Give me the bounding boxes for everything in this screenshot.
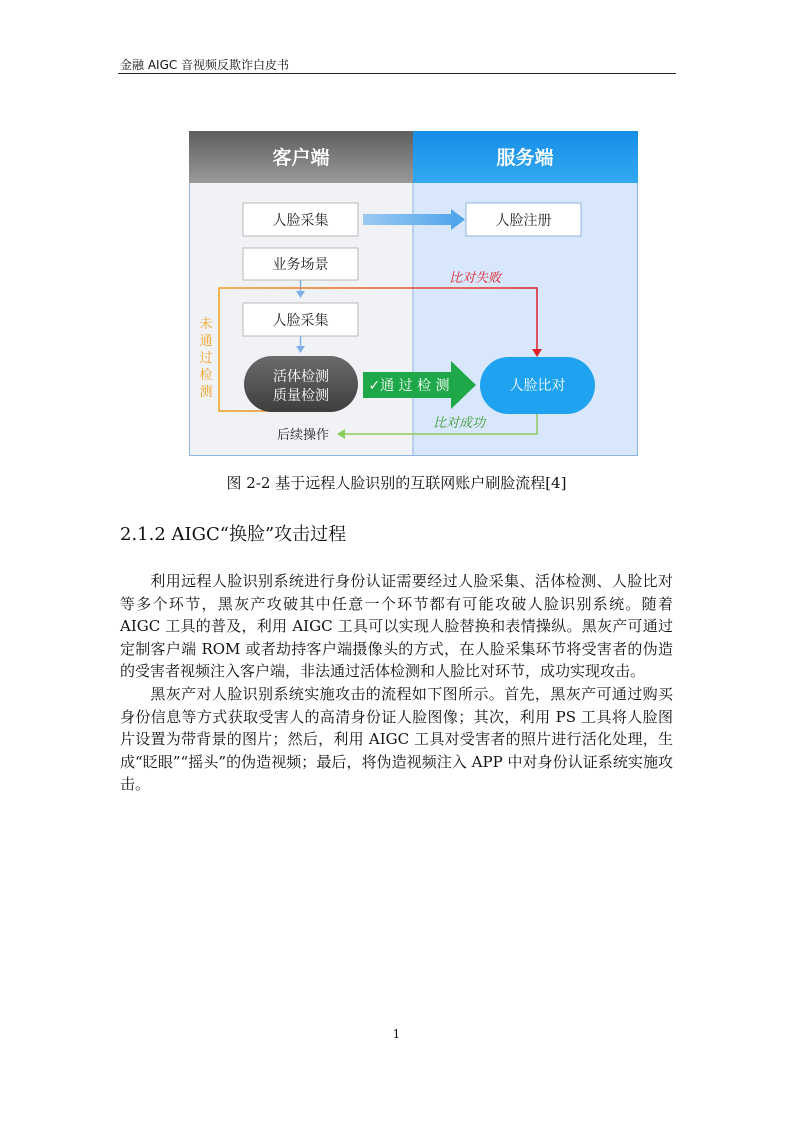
compare-fail-label: 比对失败 [448, 271, 502, 286]
client-header: 客户端 [272, 147, 330, 169]
face-capture-label-2: 人脸采集 [272, 313, 329, 329]
server-header: 服务端 [496, 147, 554, 169]
section-title: 2.1.2 AIGC“换脸”攻击过程 [120, 524, 347, 545]
business-scene-label: 业务场景 [272, 257, 329, 273]
not-passed-char-5: 测 [199, 385, 213, 400]
body-paragraph-2: 黑灰产对人脸识别系统实施攻击的流程如下图所示。首先，黑灰产可通过购买身份信息等方式获取受害人的高清身份证人脸图像；其次，利用 PS 工具将人脸图片设置为带背景的图片；然后，利用 AIGC 工具对受害者的照片进行活化处理，生成“眨眼”“摇头”的伪造视频；最后，将伪造视频注入 APP 中对身份认证系统实施攻击。 [120, 685, 673, 794]
page-number: 1 [392, 1027, 401, 1041]
running-header: 金融 AIGC 音视频反欺诈白皮书 [120, 58, 290, 72]
not-passed-char-2: 通 [199, 334, 213, 349]
not-passed-char-1: 未 [199, 317, 213, 332]
liveness-label-line1: 活体检测 [273, 369, 329, 385]
liveness-label-line2: 质量检测 [273, 388, 329, 404]
face-capture-label-1: 人脸采集 [272, 213, 329, 229]
pass-arrow-label: ✓通 过 检 测 [368, 378, 450, 394]
face-register-label: 人脸注册 [495, 213, 552, 229]
compare-success-label: 比对成功 [432, 416, 486, 431]
body-paragraph-1: 利用远程人脸识别系统进行身份认证需要经过人脸采集、活体检测、人脸比对等多个环节，黑灰产攻破其中任意一个环节都有可能攻破人脸识别系统。随着 AIGC 工具的普及，利用 AIGC 工具可以实现人脸替换和表情操纵。黑灰产可通过定制客户端 ROM 或者劫持客户端摄像头的方式，在人脸采集环节将受害者的伪造的受害者视频注入客户端，非法通过活体检测和人脸比对环节，成功实现攻击。 [120, 572, 673, 681]
face-compare-label: 人脸比对 [509, 378, 566, 394]
face-recognition-flow-diagram [189, 131, 638, 456]
not-passed-char-4: 检 [199, 368, 213, 383]
not-passed-char-3: 过 [199, 351, 213, 366]
figure-caption: 图 2-2 基于远程人脸识别的互联网账户刷脸流程[4] [226, 474, 567, 492]
followup-label: 后续操作 [276, 428, 330, 443]
header-rule [118, 73, 676, 74]
